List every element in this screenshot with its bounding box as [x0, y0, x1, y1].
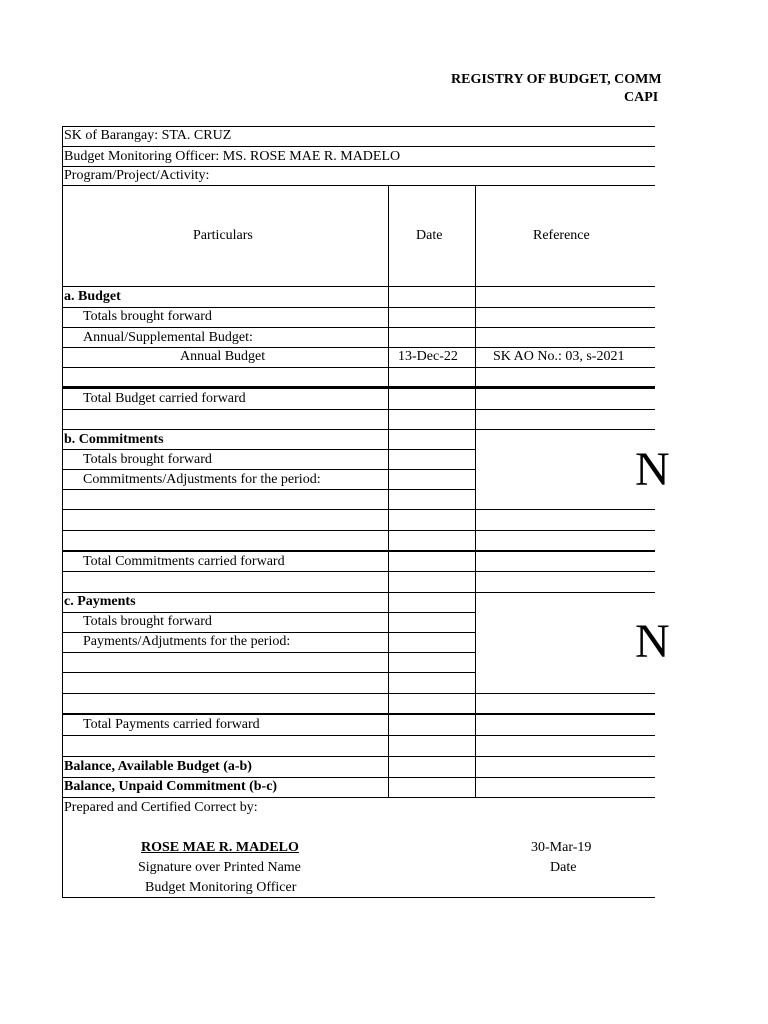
commitments-brought-forward: Totals brought forward: [83, 452, 212, 467]
signature-date-caption: Date: [550, 860, 577, 875]
column-header-date: Date: [416, 228, 443, 243]
annual-budget-label: Annual Budget: [180, 349, 266, 364]
row-divider: [62, 509, 655, 510]
col-line-reference: [475, 185, 476, 798]
col-line-date: [388, 185, 389, 798]
commitments-overlay-letter: N: [635, 443, 670, 496]
payments-brought-forward: Totals brought forward: [83, 614, 212, 629]
row-divider: [62, 409, 655, 410]
budget-annual-supplemental: Annual/Supplemental Budget:: [83, 330, 253, 345]
annual-budget-date: 13-Dec-22: [398, 349, 458, 364]
budget-officer-label: Budget Monitoring Officer: MS. ROSE MAE R. MADELO: [64, 149, 401, 164]
commitments-for-period: Commitments/Adjustments for the period:: [83, 472, 321, 487]
row-divider: [62, 735, 655, 736]
column-header-reference: Reference: [533, 228, 590, 243]
signatory-name: ROSE MAE R. MADELO: [141, 840, 299, 855]
registry-table: [62, 126, 670, 898]
row-divider: [62, 693, 655, 694]
balance-unpaid-commitment: Balance, Unpaid Commitment (b-c): [64, 779, 278, 794]
budget-carried-forward: Total Budget carried forward: [83, 391, 246, 406]
commitments-carried-forward: Total Commitments carried forward: [83, 554, 285, 569]
signatory-position: Budget Monitoring Officer: [145, 880, 297, 895]
row-divider: [62, 652, 475, 653]
payments-carried-forward: Total Payments carried forward: [83, 717, 260, 732]
column-header-particulars: Particulars: [193, 228, 253, 243]
prepared-certified-label: Prepared and Certified Correct by:: [64, 800, 258, 815]
payments-heading: c. Payments: [64, 594, 136, 609]
bottom-border: [62, 897, 655, 898]
annual-budget-reference: SK AO No.: 03, s-2021: [493, 349, 625, 364]
row-divider: [62, 672, 475, 673]
row-divider: [62, 185, 655, 186]
row-divider: [62, 571, 655, 572]
row-divider: [62, 530, 655, 531]
payments-for-period: Payments/Adjutments for the period:: [83, 634, 291, 649]
budget-heading: a. Budget: [64, 289, 121, 304]
report-title: REGISTRY OF BUDGET, COMM: [451, 72, 662, 87]
program-label: Program/Project/Activity:: [64, 168, 210, 183]
row-divider: [62, 489, 475, 490]
commitments-heading: b. Commitments: [64, 432, 164, 447]
row-divider: [62, 592, 655, 593]
row-divider: [62, 367, 655, 368]
budget-brought-forward: Totals brought forward: [83, 309, 212, 324]
header-bottom-line: [62, 286, 655, 287]
report-subtitle: CAPI: [624, 90, 659, 105]
left-border: [62, 126, 63, 898]
balance-available-budget: Balance, Available Budget (a-b): [64, 759, 252, 774]
payments-overlay-letter: N: [635, 615, 670, 668]
signature-date-value: 30-Mar-19: [531, 840, 592, 855]
sk-barangay-label: SK of Barangay: STA. CRUZ: [64, 128, 232, 143]
signature-caption: Signature over Printed Name: [138, 860, 301, 875]
